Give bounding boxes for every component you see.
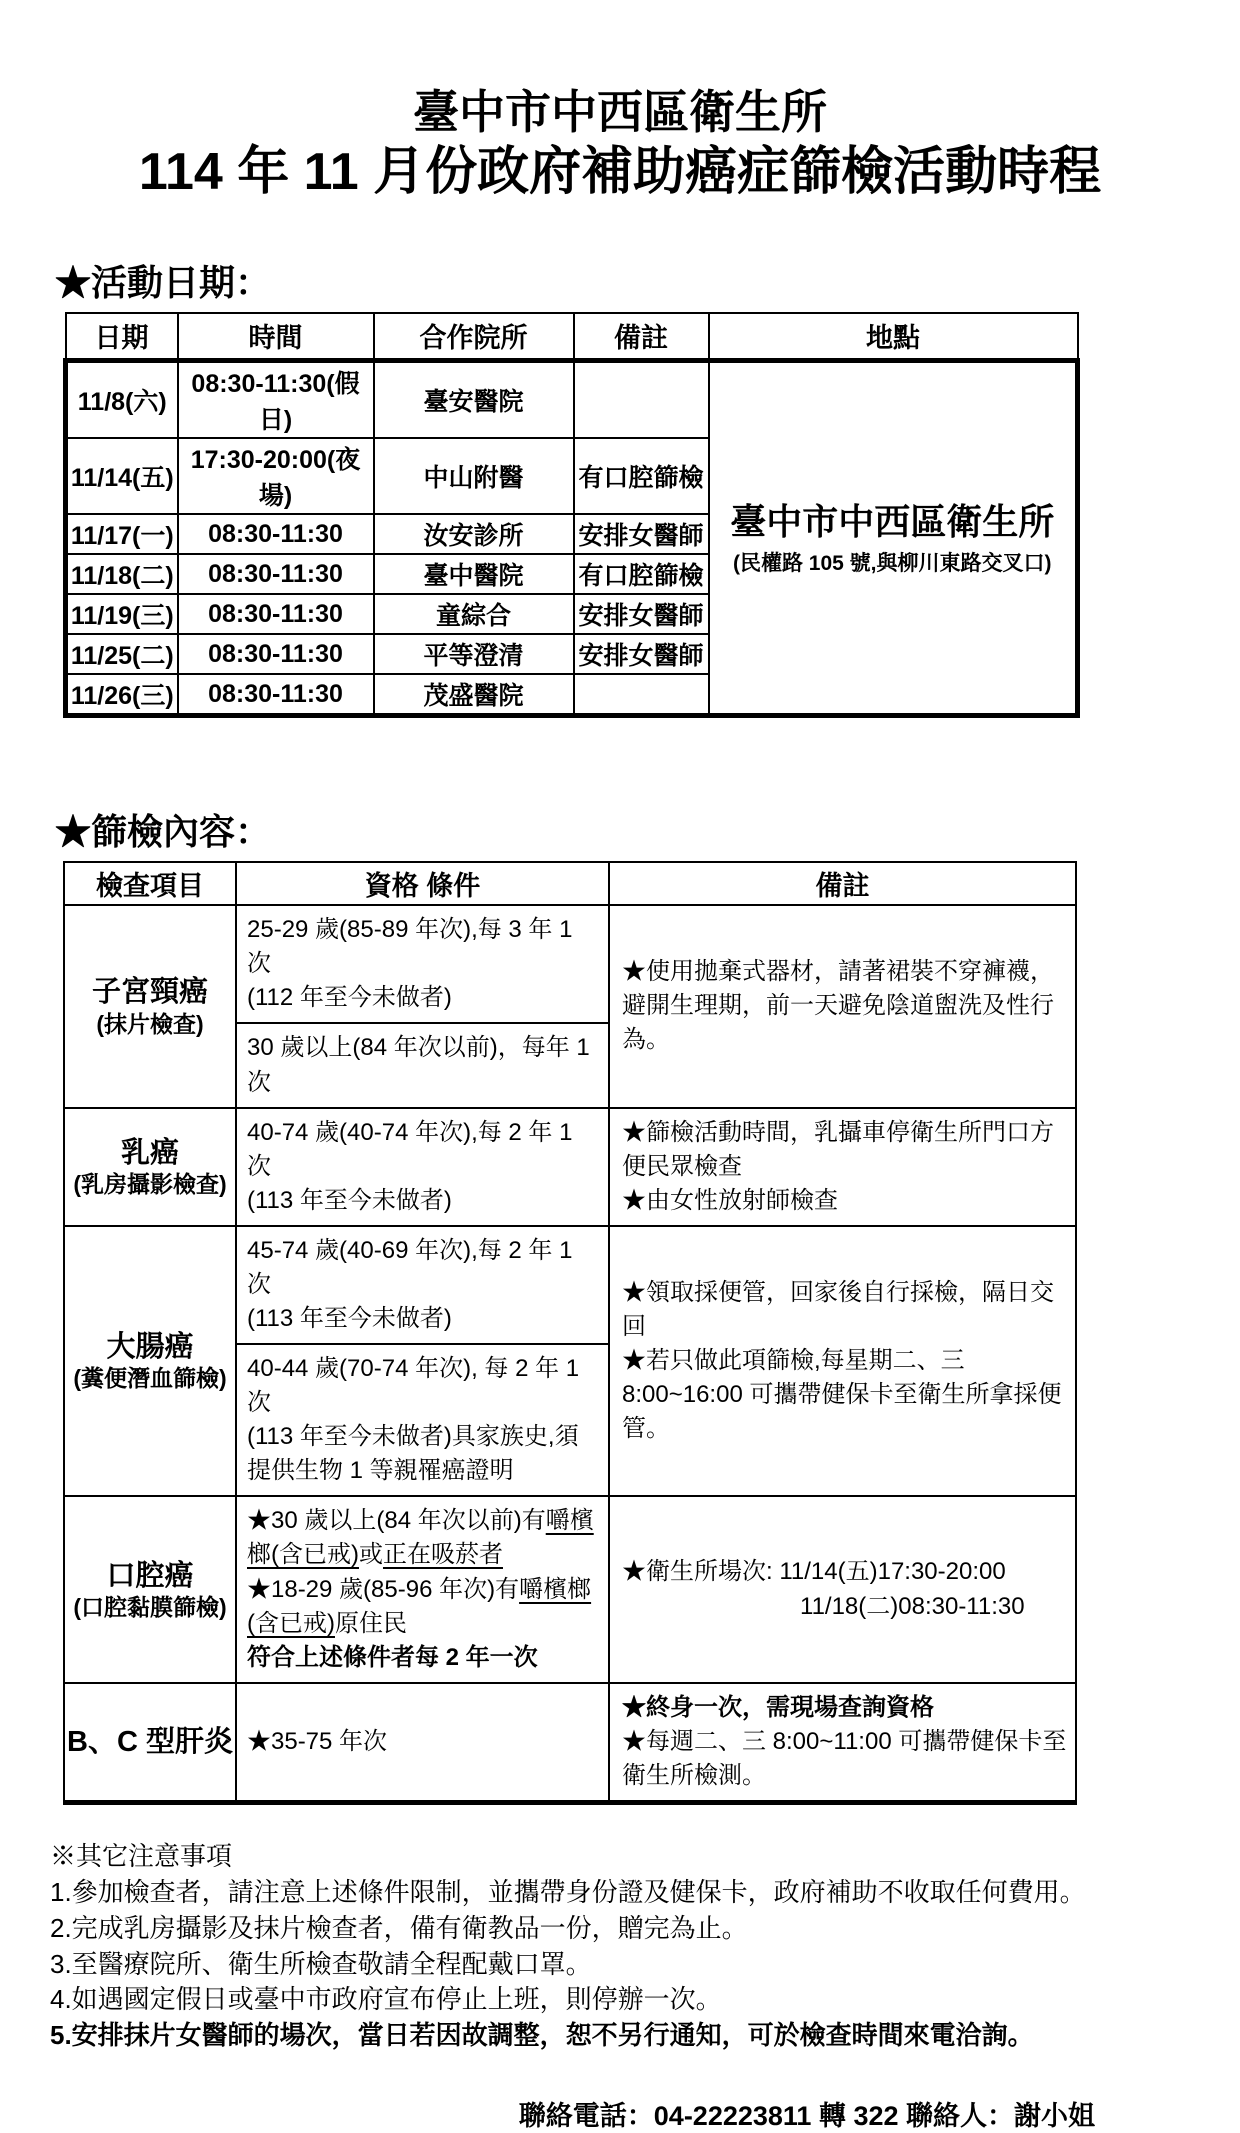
note-cell: 安排女醫師 [574, 594, 709, 634]
col-header-note: 備註 [574, 313, 709, 361]
qual-text-underlined: 正在吸菸者 [382, 1541, 503, 1569]
remark-cell [609, 1108, 1076, 1226]
note-cell: 有口腔篩檢 [574, 554, 709, 594]
screening-row-hepatitis [64, 1683, 1076, 1803]
remark-line-bold: ★終身一次，需現場查詢資格 [622, 1693, 934, 1721]
item-subname: (糞便潛血篩檢) [73, 1365, 227, 1392]
qual-line: (112 年至今未做者) [247, 984, 452, 1012]
qual-text: 或 [358, 1541, 383, 1569]
col-header-time: 時間 [178, 313, 374, 361]
date-cell: 11/17(一) [66, 514, 178, 554]
qual-line: ★35-75 年次 [247, 1727, 388, 1755]
qual-text: ★18-29 歲(85-96 年次)有 [247, 1575, 520, 1603]
date-cell: 11/25(二) [66, 634, 178, 674]
qual-line: 45-74 歲(40-69 年次),每 2 年 1 次 [247, 1236, 573, 1298]
notes-section [50, 1839, 1205, 2054]
note-cell: 安排女醫師 [574, 634, 709, 674]
remark-line: ★衛生所場次: 11/14(五)17:30-20:00 [622, 1558, 1006, 1586]
clinic-cell: 臺中醫院 [374, 554, 574, 594]
date-cell: 11/14(五) [66, 438, 178, 514]
remark-cell [609, 1226, 1076, 1497]
item-name: 子宮頸癌 [91, 976, 208, 1009]
date-cell: 11/26(三) [66, 674, 178, 716]
item-subname: (口腔黏膜篩檢) [73, 1593, 227, 1620]
date-cell: 11/18(二) [66, 554, 178, 594]
col-header-location: 地點 [709, 313, 1078, 361]
remark-line: ★篩檢活動時間，乳攝車停衛生所門口方便民眾檢查 [622, 1118, 1054, 1180]
note-item: 4.如遇國定假日或臺中市政府宣布停止上班，則停辦一次。 [50, 1984, 722, 2015]
qual-line: (113 年至今未做者) [247, 1304, 452, 1332]
clinic-cell: 汝安診所 [374, 514, 574, 554]
qualification-cell [236, 905, 609, 1023]
note-cell [574, 361, 709, 439]
note-cell [574, 674, 709, 716]
date-cell: 11/8(六) [66, 361, 178, 439]
qualification-cell [236, 1344, 609, 1496]
item-cell-hepatitis [64, 1683, 236, 1803]
note-item: 2.完成乳房攝影及抹片檢查者，備有衛教品一份，贈完為止。 [50, 1912, 748, 1943]
page-subtitle: 114 年 11 月份政府補助癌症篩檢活動時程 [138, 142, 1102, 201]
qual-line [247, 1573, 600, 1641]
item-cell-cervical [64, 905, 236, 1107]
item-cell-breast [64, 1108, 236, 1226]
item-name: 乳癌 [120, 1136, 179, 1169]
qual-line: (113 年至今未做者)具家族史,須提供生物 1 等親罹癌證明 [247, 1423, 579, 1485]
activity-schedule-table [63, 312, 1080, 719]
qual-line: 30 歲以上(84 年次以前)，每年 1 次 [247, 1034, 590, 1096]
qualification-cell [236, 1108, 609, 1226]
item-name: 口腔癌 [106, 1559, 194, 1592]
col-header-qualification: 資格 條件 [236, 862, 609, 905]
qual-line: 40-44 歲(70-74 年次), 每 2 年 1 次 [247, 1355, 580, 1417]
location-name: 臺中市中西區衛生所 [730, 500, 1055, 542]
time-cell: 08:30-11:30 [178, 674, 374, 716]
screening-row-oral [64, 1496, 1076, 1682]
item-subname: (乳房攝影檢查) [73, 1171, 227, 1198]
item-name: 大腸癌 [106, 1331, 194, 1364]
qual-line-bold: 符合上述條件者每 2 年一次 [247, 1643, 538, 1671]
qual-text: ★30 歲以上(84 年次以前)有 [247, 1507, 546, 1535]
note-item: 3.至醫療院所、衛生所檢查敬請全程配戴口罩。 [50, 1948, 592, 1979]
item-cell-oral [64, 1496, 236, 1682]
col-header-date: 日期 [66, 313, 178, 361]
page-title: 臺中市中西區衛生所 [413, 86, 827, 138]
qualification-cell [236, 1496, 609, 1682]
col-header-remark: 備註 [609, 862, 1076, 905]
time-cell: 08:30-11:30(假日) [178, 361, 374, 439]
screening-row-colorectal [64, 1226, 1076, 1344]
remark-cell [609, 1683, 1076, 1803]
time-cell: 08:30-11:30 [178, 554, 374, 594]
screening-row-breast [64, 1108, 1076, 1226]
remark-line: ★若只做此項篩檢,每星期二、三 8:00~16:00 可攜帶健保卡至衛生所拿採便管。 [622, 1347, 1062, 1443]
qual-line: (113 年至今未做者) [247, 1186, 452, 1214]
remark-line: ★領取採便管，回家後自行採檢，隔日交回 [622, 1278, 1054, 1340]
col-header-clinic: 合作院所 [374, 313, 574, 361]
qual-line: 25-29 歲(85-89 年次),每 3 年 1 次 [247, 916, 573, 978]
remark-cell [609, 905, 1076, 1107]
clinic-cell: 茂盛醫院 [374, 674, 574, 716]
note-cell: 有口腔篩檢 [574, 438, 709, 514]
qual-line [247, 1504, 600, 1572]
clinic-cell: 中山附醫 [374, 438, 574, 514]
screening-row-cervical [64, 905, 1076, 1023]
remark-line: ★使用拋棄式器材，請著裙裝不穿褲襪，避開生理期，前一天避免陰道盥洗及性行為。 [622, 958, 1054, 1054]
qual-text-underlined: 嚼檳榔(含已戒) [247, 1575, 592, 1637]
col-header-item: 檢查項目 [64, 862, 236, 905]
screening-header-row [64, 862, 1076, 905]
footer-contact: 聯絡電話：04-22223811 轉 322 聯絡人：謝小姐 [518, 2101, 1095, 2132]
item-name: B、C 型肝炎 [67, 1725, 233, 1758]
section-heading-activity-dates: ★活動日期： [55, 261, 272, 303]
schedule-row [66, 361, 1078, 439]
location-cell [709, 361, 1078, 716]
clinic-cell: 平等澄清 [374, 634, 574, 674]
note-cell: 安排女醫師 [574, 514, 709, 554]
note-item: 1.參加檢查者，請注意上述條件限制，並攜帶身份證及健保卡，政府補助不收取任何費用。 [50, 1876, 1086, 1907]
screening-table [63, 861, 1077, 1805]
remark-line: ★每週二、三 8:00~11:00 可攜帶健保卡至衛生所檢測。 [622, 1727, 1067, 1789]
section-heading-screening-content: ★篩檢內容： [55, 811, 272, 853]
remark-line: ★由女性放射師檢查 [622, 1186, 838, 1214]
qual-text: 原住民 [334, 1609, 407, 1637]
time-cell: 08:30-11:30 [178, 514, 374, 554]
item-subname: (抹片檢查) [96, 1010, 204, 1037]
schedule-header-row [66, 313, 1078, 361]
note-item-bold: 5.安排抹片女醫師的場次，當日若因故調整，恕不另行通知，可於檢查時間來電洽詢。 [50, 2020, 1034, 2051]
date-cell: 11/19(三) [66, 594, 178, 634]
remark-cell [609, 1496, 1076, 1682]
item-cell-colorectal [64, 1226, 236, 1497]
qualification-cell [236, 1023, 609, 1107]
time-cell: 08:30-11:30 [178, 594, 374, 634]
clinic-cell: 童綜合 [374, 594, 574, 634]
clinic-cell: 臺安醫院 [374, 361, 574, 439]
remark-line: 11/18(二)08:30-11:30 [800, 1592, 1025, 1620]
qualification-cell [236, 1683, 609, 1803]
qualification-cell [236, 1226, 609, 1344]
qual-line: 40-74 歲(40-74 年次),每 2 年 1 次 [247, 1118, 573, 1180]
time-cell: 08:30-11:30 [178, 634, 374, 674]
notes-heading: ※其它注意事項 [50, 1840, 233, 1871]
qual-text-underlined: 嚼檳榔(含已戒) [247, 1507, 594, 1569]
time-cell: 17:30-20:00(夜場) [178, 438, 374, 514]
location-address: (民權路 105 號,與柳川東路交叉口) [732, 551, 1052, 575]
